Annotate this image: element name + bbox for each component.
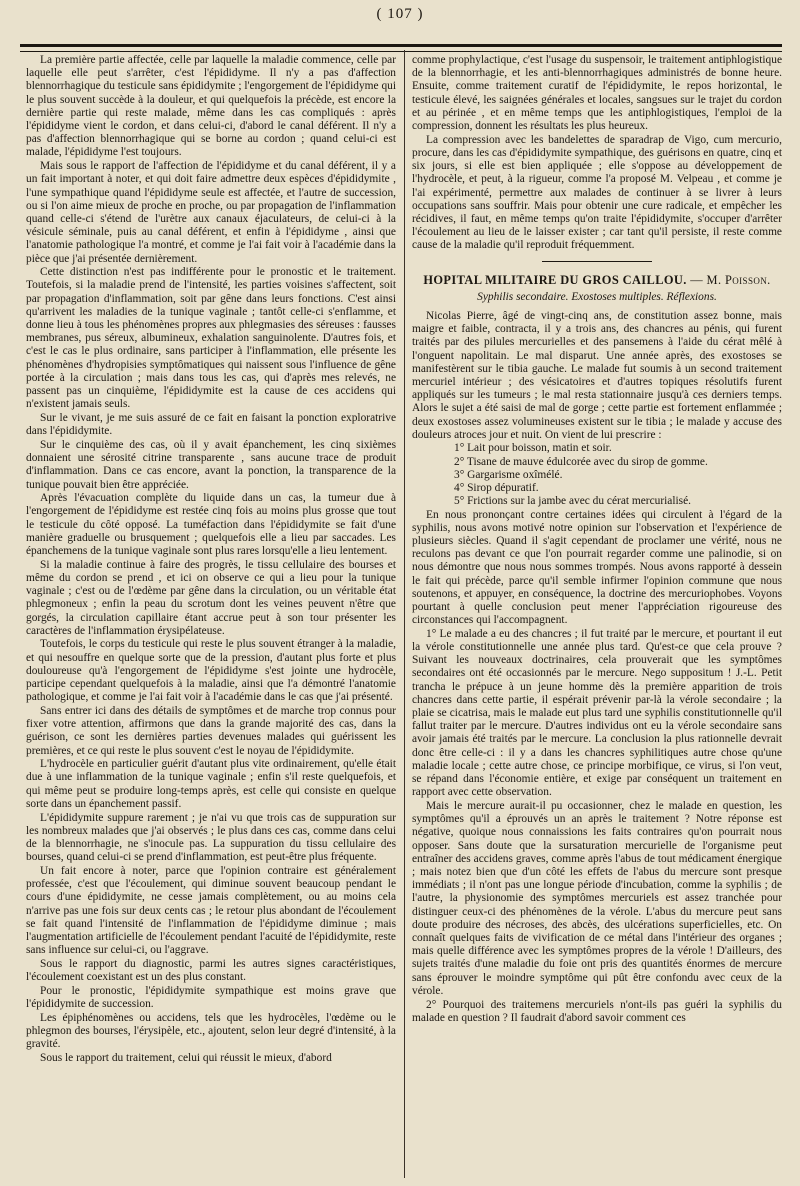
paragraph: Mais le mercure aurait-il pu occasionner, chez le malade en question, les symptômes qu'il a éprouvés un an après le traitement ? Notre réponse est négative, quoique nous connaissions les faits contraires qu'on pourrait nous opposer. Sans doute que la sursaturation mercurielle de l'organisme peut entraîner des accidens graves, comme après l'abus de tout médicament énergique ; mais notez bien que d'un côté les effets de l'abus du mercure sont presque immédiats ; il n'ont pas une longue période d'incubation, comme la syphilis ; de l'autre, la physionomie des symptômes mercuriels est assez tranchée pour distinguer ceux-ci des phénomènes de la vérole. L'abus du mercure peut sans doute produire des nécroses, des abcès, des ulcérations superficielles, etc. On connaît quelques faits de vivification de ce métal dans l'intérieur des organes ; mais quelle différence avec les symptômes propres de la vérole ! D'ailleurs, des sujets traités d'une maladie du foie ont pris des quantités énormes de mercure sans éprouver le moindre symptôme qui pût être confondu avec ceux de la vérole. [412, 799, 782, 997]
paragraph: Sans entrer ici dans des détails de symptômes et de marche trop connus pour fixer votre attention, affirmons que dans la grande majorité des cas, dans la guérison, ce sont les dernières parties devenues malades qui guérissent les premières, et ce qui reste le plus souvent c'est le noyau de l'épididymite. [26, 704, 396, 757]
section-separator [542, 261, 652, 262]
paragraph: 2° Pourquoi des traitemens mercuriels n'ont-ils pas guéri la syphilis du malade en question ? Il faudrait d'abord savoir comment ces [412, 998, 782, 1024]
prescription-item: 5° Frictions sur la jambe avec du cérat mercurialisé. [454, 495, 692, 508]
paragraph: L'hydrocèle en particulier guérit d'autant plus vite ordinairement, qu'elle était due à une inflammation de la tunique vaginale ; enfin s'il reste quelquefois, et qui même peut se produire long-temps après, est celle qui consiste en quelque sorte dans un épanchement passif. [26, 758, 396, 810]
paragraph: comme prophylactique, c'est l'usage du suspensoir, le traitement antiphlogistique de la blennorrhagie, et les anti-blennorrhagiques administrés de bonne heure. Ensuite, comme traitement curatif de l'épididymite, le repos horizontal, le testicule élevé, les saignées générales et locales, sangsues sur le trajet du cordon et au périnée , et en même temps que les antiphlogistiques, l'emploi de la compression, donnent les résultats les plus heureux. [412, 54, 782, 133]
paragraph: Un fait encore à noter, parce que l'opinion contraire est généralement professée, c'est que l'écoulement, qui diminue souvent beaucoup pendant le cours d'une épididymite, ne cesse jamais complètement, ou au moins cela n'arrive pas une fois sur deux cents cas ; le retour plus abondant de l'écoulement se fait quand l'intensité de l'inflammation de l'épididyme diminue ; mais l'augmentation artificielle de l'écoulement pendant l'acuité de l'épididymite, reste sans influence sur celui-ci, ou l'aggrave. [26, 864, 396, 957]
article-title [412, 274, 782, 287]
paragraph: Cette distinction n'est pas indifférente pour le pronostic et le traitement. Toutefois, si la maladie prend de l'intensité, les parties voisines s'affectent, soit par propagation d'inflammation, soit par gêne dans leurs fonctions. C'est ainsi qu'arrivent les maladies de la tunique vaginale ; tantôt celle-ci s'enflamme, et donne lieu à tous les phénomènes propres aux phlegmasies des séreuses : fausses membranes, pus séreux, albumineux, exhalation sanguinolente. D'autres fois, et c'est le cas le plus ordinaire, sans participer à l'inflammation, elle présente les phénomènes d'hydropisies symptômatiques qui naissent sous l'influence de gêne portée à la circulation ; mais dans tous les cas, qui d'après mes relevés, ne passent pas un cinquième, l'épididymite est la cause de ces accidens qui n'existent jamais seuls. [26, 266, 396, 411]
paragraph: Sous le rapport du diagnostic, parmi les autres signes caractéristiques, l'écoulement coexistant est un des plus constant. [26, 957, 396, 984]
paragraph: La compression avec les bandelettes de sparadrap de Vigo, cum mercurio, procure, dans les cas d'épididymite sympathique, des guérisons en quatre, cinq et six jours, si elle est bien appliquée ; elle s'oppose au développement de l'hydrocèle, et peut, à la rigueur, comme l'a proposé M. Velpeau , et comme je l'ai expérimenté, permettre aux malades de continuer à se livrer à leurs occupations sans souffrir. Mais pour obtenir une cure radicale, et empêcher les récidives, il faut, en même temps qu'on traite l'épididymite, s'occuper d'arrêter l'écoulement au lieu de le laisser exister ; car tant qu'il persiste, il reste comme cause de la maladie qu'il reproduit fréquemment. [412, 133, 782, 252]
article-title-text: HOPITAL MILITAIRE DU GROS CAILLOU. [423, 272, 687, 287]
article-subtitle: Syphilis secondaire. Exostoses multiples. Réflexions. [477, 290, 717, 303]
paragraph: Sur le vivant, je me suis assuré de ce fait en faisant la ponction exploratrive dans l'épididymite. [26, 411, 396, 438]
page-number: ( 107 ) [376, 6, 424, 22]
paragraph: L'épididymite suppure rarement ; je n'ai vu que trois cas de suppuration sur les nombreux malades que j'ai observés ; le plus dans ces cas, comme dans celui de la blennorrhagie, ne s'inocule pas. La suppuration du tissu cellulaire des bourses, quand celui-ci se prend d'inflammation, est peut-être plus fréquente. [26, 811, 396, 864]
paragraph: Toutefois, le corps du testicule qui reste le plus souvent étranger à la maladie, et qui nesouffre en quelque sorte que de la pression, d'autant plus forte et plus douloureuse qu'à l'engorgement de l'épididyme s'est jointe une hydrocèle, participe cependant quelquefois à la maladie, ainsi que l'a démontré l'anatomie pathologique, et comme je l'ai fait voir à l'académie dans le cas que j'ai présenté. [26, 638, 396, 704]
case-paragraph: Nicolas Pierre, âgé de vingt-cinq ans, de constitution assez bonne, mais maigre et faible, contracta, il y a trois ans, des chancres au pénis, qui furent traités par des pilules mercurielles et des pansemens à l'aide du cérat mêlé à l'onguent napolitain. Le mal disparut. Une année après, des exostoses se manifestèrent sur le tibia gauche. Le malade fut soumis à un second traitement mercuriel intérieur ; des vésicatoires et d'autres topiques résolutifs furent appliqués sur les tumeurs ; le mal resta stationnaire jusqu'à ces derniers temps. Alors le sujet a été saisi de mal de gorge ; cette partie est fortement enflammée ; deux exostoses assez volumineuses existent sur le tibia ; le malade y accuse des douleurs atroces jour et nuit. On vient de lui prescrire : [412, 309, 782, 441]
paragraph: Sur le cinquième des cas, où il y avait épanchement, les cinq sixièmes donnaient une sérosité citrine transparente , sans aucune trace de produit d'inflammation. Dans ce cas encore, avant la ponction, la transparence de la tunique pouvait bien être appréciée. [26, 438, 396, 491]
paragraph: Sous le rapport du traitement, celui qui réussit le mieux, d'abord [40, 1051, 332, 1064]
article-author: — M. Poisson. [690, 272, 771, 287]
column-divider [404, 50, 405, 1178]
paragraph: 1° Le malade a eu des chancres ; il fut traité par le mercure, et pourtant il eut la vérole constitutionnelle une année plus tard. Qu'est-ce que cela prouve ? Suivant les nouveaux doctrinaires, cela prouverait que les symptômes secondaires ont été occasionnés par le mercure. Nego suppositum ! J.-L. Petit trancha le prépuce à un jeune homme dès la première apparition de trois chancres dans cette partie, il espérait prévenir par-là la vérole secondaire ; la plaie se cicatrisa, mais le malade eut plus tard une syphilis constitutionnelle qu'il fallut traiter par le mercure. D'autres individus ont eu la vérole secondaire sans avoir jamais été traités par le mercure. La conclusion la plus rationnelle devrait donc être celle-ci : il y a dans les chancres syphilitiques autre chose qu'une maladie locale ; cette autre chose, ce principe morbifique, ce virus, si l'on veut, se répand dans l'économie entière, et exige par conséquent un traitement en rapport avec cette observation. [412, 627, 782, 799]
prescription-item: 2° Tisane de mauve édulcorée avec du sirop de gomme. [454, 455, 708, 468]
prescription-item: 3° Gargarisme oxîmélé. [454, 468, 563, 481]
right-column [412, 54, 782, 1176]
header-rule [20, 44, 782, 52]
paragraph: En nous prononçant contre certaines idées qui circulent à l'égard de la syphilis, nous avons motivé notre opinion sur l'observation et l'expérience de plusieurs siècles. Quand il s'agit cependant de proclamer une vérité, nous ne reculons pas devant ce que l'on pourrait regarder comme une palinodie, si on nous démontre que nous nous sommes trompés. Nous avons rapporté à dessein le fait qui précède, parce qu'il semble infirmer l'opinion commune que nous soutenons, et appuyer, en conséquence, la doctrine des mercuriophobes. Voyons pourtant à quelle conclusion peut mener l'appréciation rigoureuse des circonstances qui l'accompagnent. [412, 508, 782, 627]
paragraph: Après l'évacuation complète du liquide dans un cas, la tumeur due à l'engorgement de l'épididyme est restée cinq fois au moins plus grosse que tout le testicule du côté opposé. La tuméfaction dans l'épididymite se fait d'une manière graduelle ou brusquement ; quelquefois elle a lieu par saccades. Les épanchemens de la tunique vaginale sont plus rares lorsqu'elle a lieu lentement. [26, 492, 396, 558]
paragraph: Si la maladie continue à faire des progrès, le tissu cellulaire des bourses et même du cordon se prend , et ici on observe ce qui a lieu pour la tunique vaginale ; c'est ou de l'œdème par gêne dans la circulation, ou un véritable état phlegmoneux ; enfin la peau du scrotum dont les veines peuvent n'être que gorgés, la circulation capillaire étant accrue peut à son tour présenter les caractères de l'inflammation érysipélateuse. [26, 558, 396, 637]
prescription-list [454, 442, 782, 508]
prescription-item: 1° Lait pour boisson, matin et soir. [454, 442, 612, 455]
paragraph: Mais sous le rapport de l'affection de l'épididyme et du canal déférent, il y a un fait important à noter, et qui doit faire admettre deux espèces d'épididymite , l'une sympathique quand l'épididyme seule est affectée, et l'autre de succession, ou si l'on aime mieux de proche en proche, ou par propagation de l'inflammation quand celle-ci s'étend de l'urètre aux canaux éjaculateurs, de celui-ci à la vésicule séminale, puis au canal déférent, et enfin à l'épididyme , ainsi que l'anatomie pathologique l'a montré, et comme je l'ai fait voir à l'académie dans la pièce que j'ai présentée dernièrement. [26, 160, 396, 265]
left-column [26, 54, 396, 1176]
prescription-item: 4° Sirop dépuratif. [454, 482, 539, 495]
paragraph: Les épiphénomènes ou accidens, tels que les hydrocèles, l'œdème ou le phlegmon des bourses, l'érysipèle, etc., ajoutent, selon leur degré d'intensité, à la gravité. [26, 1011, 396, 1051]
paragraph: La première partie affectée, celle par laquelle la maladie commence, celle par laquelle elle peut s'arrêter, c'est l'épididyme. Il n'y a pas d'affection blennorrhagique du testicule sans épididymite ; l'engorgement de l'épididyme qui le plus souvent succède à la douleur, et qui quelquefois la précède, est encore la dernière partie qui reste malade, même dans les cas compliqués : après l'épididyme vient le cordon, et dans celui-ci, d'abord le canal déférent. Il n'y a pas d'affection blennorrhagique qui se borne au cordon ; quand celui-ci est malade, l'épididyme l'est toujours. [26, 54, 396, 159]
paragraph: Pour le pronostic, l'épididymite sympathique est moins grave que l'épididymite de succession. [26, 984, 396, 1010]
